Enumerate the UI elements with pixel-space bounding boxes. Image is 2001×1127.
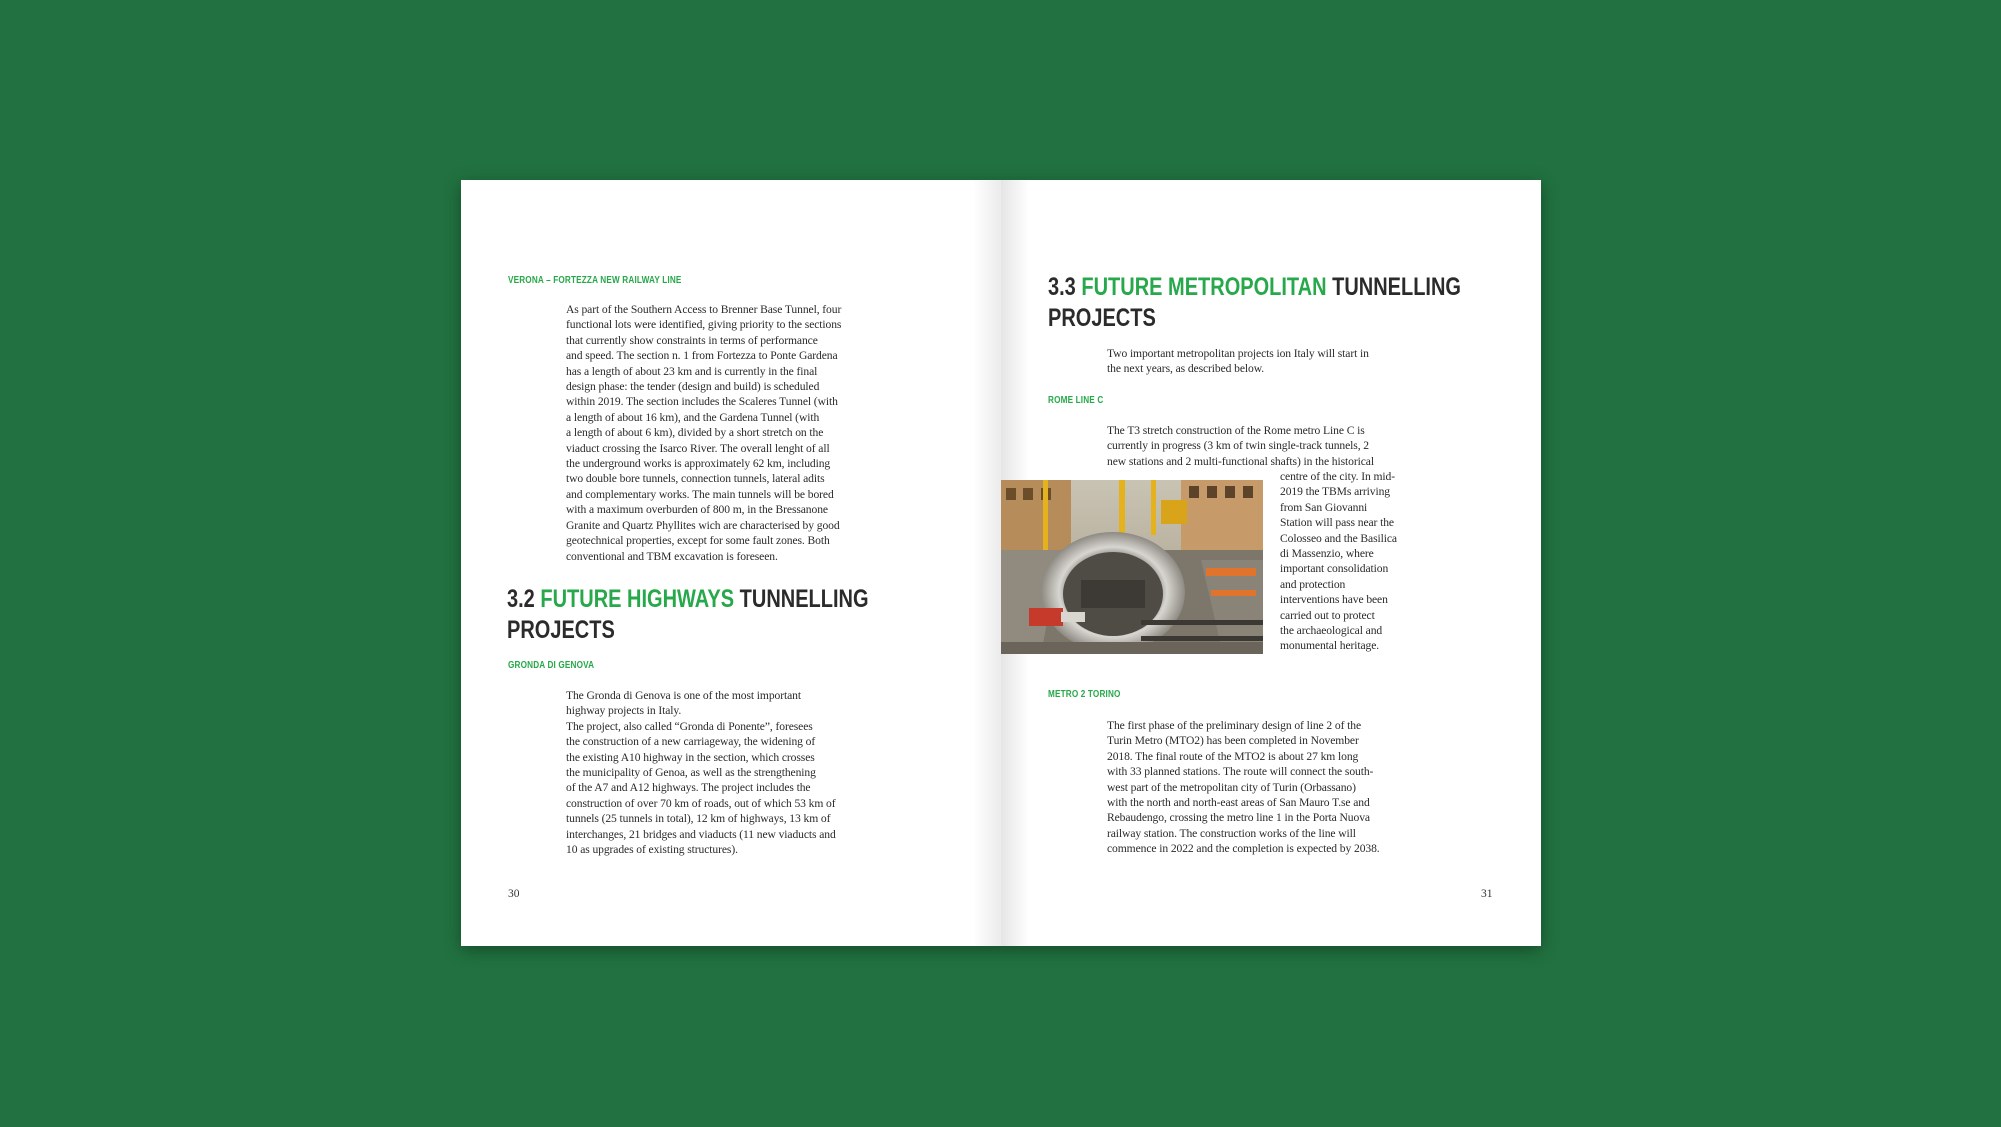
- tunnel-boring-machine-photo: [1001, 480, 1263, 654]
- rome-body-top: The T3 stretch construction of the Rome metro Line C is currently in progress (3 km of twin single-track tunnels, 2 new stations and 2 multi-functional shafts) in the historical: [1107, 424, 1374, 468]
- section-3-3-highlight: FUTURE METROPOLITAN: [1081, 273, 1327, 301]
- gronda-body: The Gronda di Genova is one of the most important highway projects in Italy. The project, also called “Gronda di Ponente”, foresees the construction of a new carriageway, the widening of the existing A10 highway in the section, which crosses the municipality of Genoa, as well as the strengthening of the A7 and A12 highways. The project includes the construction of over 70 km of roads, out of which 53 km of tunnels (25 tunnels in total), 12 km of highways, 13 km of interchanges, 21 bridges and viaducts (11 new viaducts and 10 as upgrades of existing structures).: [566, 689, 836, 857]
- rome-body-side: centre of the city. In mid- 2019 the TBMs arriving from San Giovanni Station will pass near the Colosseo and the Basilica di Massenzio, where important consolidation and protection interventions have been carried out to protect the archaeological and monumental heritage.: [1280, 470, 1397, 653]
- section-3-3-rest: TUNNELLING: [1332, 273, 1461, 301]
- tbm-construction-image: [1001, 480, 1263, 654]
- section-3-2-number: 3.2: [507, 585, 535, 613]
- section-3-2-highlight: FUTURE HIGHWAYS: [540, 585, 735, 613]
- right-page: [1001, 180, 1541, 946]
- page-number-right: 31: [1481, 888, 1493, 900]
- gronda-subhead: GRONDA DI GENOVA: [508, 659, 595, 671]
- rome-subhead: ROME LINE C: [1048, 394, 1104, 406]
- metropolitan-intro: Two important metropolitan projects ion Italy will start in the next years, as described below.: [1107, 347, 1369, 376]
- section-3-2-line1: [507, 584, 869, 615]
- page-number-left: 30: [508, 888, 520, 900]
- magazine-spread: [461, 180, 1541, 946]
- metro2-subhead: METRO 2 TORINO: [1048, 688, 1121, 700]
- verona-subhead: VERONA – FORTEZZA NEW RAILWAY LINE: [508, 274, 682, 286]
- section-3-3-line1: [1048, 272, 1461, 303]
- section-3-3-line2: PROJECTS: [1048, 304, 1156, 332]
- metro2-body: The first phase of the preliminary design of line 2 of the Turin Metro (MTO2) has been completed in November 2018. The final route of the MTO2 is about 27 km long with 33 planned stations. The route will connect the south- west part of the metropolitan city of Turin (Orbassano) with the north and north-east areas of San Mauro T.se and Rebaudengo, crossing the metro line 1 in the Porta Nuova railway station. The construction works of the line will commence in 2022 and the completion is expected by 2038.: [1107, 719, 1380, 856]
- section-3-3-title: [1048, 272, 1461, 334]
- section-3-2-rest: TUNNELLING: [739, 585, 869, 613]
- verona-body: As part of the Southern Access to Brenner Base Tunnel, four functional lots were identified, giving priority to the sections that currently show constraints in terms of performance and speed. The section n. 1 from Fortezza to Ponte Gardena has a length of about 23 km and is currently in the final design phase: the tender (design and build) is scheduled within 2019. The section includes the Scaleres Tunnel (with a length of about 16 km), and the Gardena Tunnel (with a length of about 6 km), divided by a short stretch on the viaduct crossing the Isarco River. The overall lenght of all the underground works is approximately 62 km, including two double bore tunnels, connection tunnels, lateral adits and complementary works. The main tunnels will be bored with a maximum overburden of 800 m, in the Bressanone Granite and Quartz Phyllites wich are characterised by good geotechnical properties, except for some fault zones. Both conventional and TBM excavation is foreseen.: [566, 303, 842, 563]
- section-3-2-line2: PROJECTS: [507, 616, 615, 644]
- section-3-2-title: [507, 584, 869, 646]
- section-3-3-number: 3.3: [1048, 273, 1076, 301]
- left-page: [461, 180, 1001, 946]
